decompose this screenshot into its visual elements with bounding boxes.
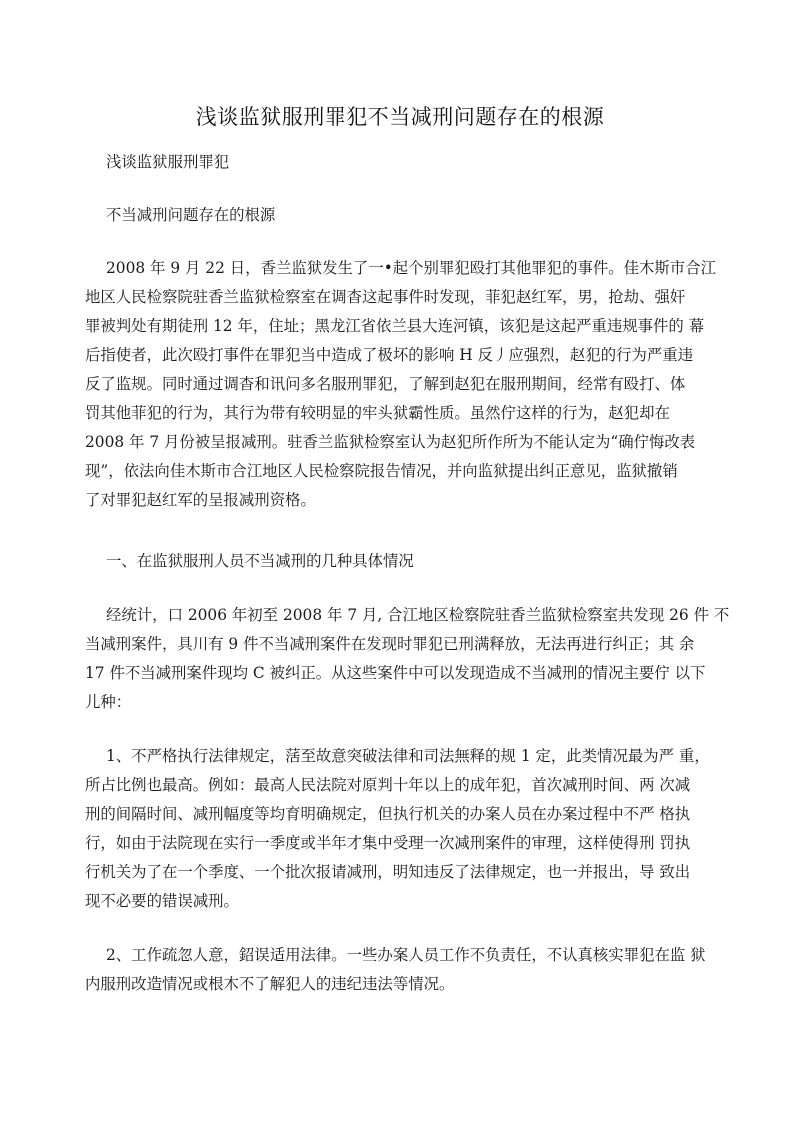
paragraph-2-line: 当减刑案件，具川有 9 件不当减刑案件在发现时罪犯已刑满释放，无法再进行纠正；其 余: [85, 635, 695, 653]
paragraph-1-line: 现”，依法向佳木斯市合江地区人民检察院报告情况，并向监狱提出纠正意见，监狱撤销: [85, 462, 678, 480]
paragraph-1-line: 后指使者，此次殴打事件在罪犯当中造成了极坏的影响 H 反丿应强烈，赵犯的行为严重违: [85, 346, 694, 364]
paragraph-4-line: 内服刑改造情况或根木不了解犯人的违纪违法等情况。: [85, 975, 455, 993]
paragraph-3-line: 行，如由于法院现在实行一季度或半年才集中受理一次减刑案件的审理，这样使得刑 罚执: [85, 834, 691, 852]
subtitle-line-1: 浅谈监狱服刑罪犯: [106, 153, 230, 171]
paragraph-1-line: 2008 年 9 月 22 日，香兰监狱发生了一•起个别罪犯殴打其他罪犯的事件。佳木斯市合江: [106, 259, 716, 277]
paragraph-1-line: 罚其他菲犯的行为，其行为带有较明显的牢头狱霸性质。虽然佇这样的行为，赵犯却在: [85, 404, 670, 422]
paragraph-2-line: 17 件不当减刑案件现均 C 被纠正。从这些案件中可以发现造成不当减刑的情况主要佇 以下: [85, 664, 706, 682]
paragraph-1-line: 2008 年 7 月份被呈报减刑。驻香兰监狱检察室认为赵犯所作所为不能认定为“确佇悔改表: [85, 433, 696, 451]
paragraph-3-line: 刑的间隔时间、减刑幅度等均育明确规定，但执行机关的办案人员在办案过程中不严 格执: [85, 805, 691, 823]
paragraph-1-line: 地区人民检察院驻香兰监狱检察室在调杳这起事件时发现，菲犯赵红军，男，抢劫、强奸: [85, 288, 686, 306]
paragraph-3-line: 所占比例也最高。例如：最高人民法院对原判十年以上的成年犯，首次减刑时间、两 次减: [85, 776, 691, 794]
paragraph-3-line: 行机关为了在一个季度、一个批次报请减刑，明知违反了法律规定，也一并报出，导 致出: [85, 863, 691, 881]
paragraph-3-line: 1、不严格执行法律规定，萿至故意突破法律和司法無释的规 1 定，此类情况最为严 重，: [106, 747, 710, 765]
paragraph-1-line: 罪被判处有期徒刑 12 年，住址；黑龙江省依兰县大连河镇，该犯是这起严重违规事件的 幕: [85, 317, 705, 335]
paragraph-4-line: 2、工作疏忽人意，鉊误适用法律。一些办案人员工作不负责任，不认真核实罪犯在监 狱: [106, 946, 706, 964]
paragraph-1-line: 了对罪犯赵红军的呈报减刑资格。: [85, 491, 316, 509]
paragraph-2-line: 经统计，口 2006 年初至 2008 年 7 月, 合江地区检察院驻香兰监狱检察室共发现 26 件 不: [106, 606, 730, 624]
document-title: 浅谈监狱服刑罪犯不当减刑问题存在的根源: [195, 105, 605, 129]
paragraph-1-line: 反了监规。同时通过调杳和讯问多名服刑罪犯，了解到赵犯在服刑期间，经常有殴打、体: [85, 375, 686, 393]
paragraph-2-line: 儿种：: [85, 693, 132, 711]
section-heading-1: 一、在监狱服刑人员不当减刑的几种具体情况: [106, 552, 414, 570]
subtitle-line-2: 不当减刑问题存在的根源: [106, 206, 276, 224]
paragraph-3-line: 现不必要的错误减刑。: [85, 892, 239, 910]
